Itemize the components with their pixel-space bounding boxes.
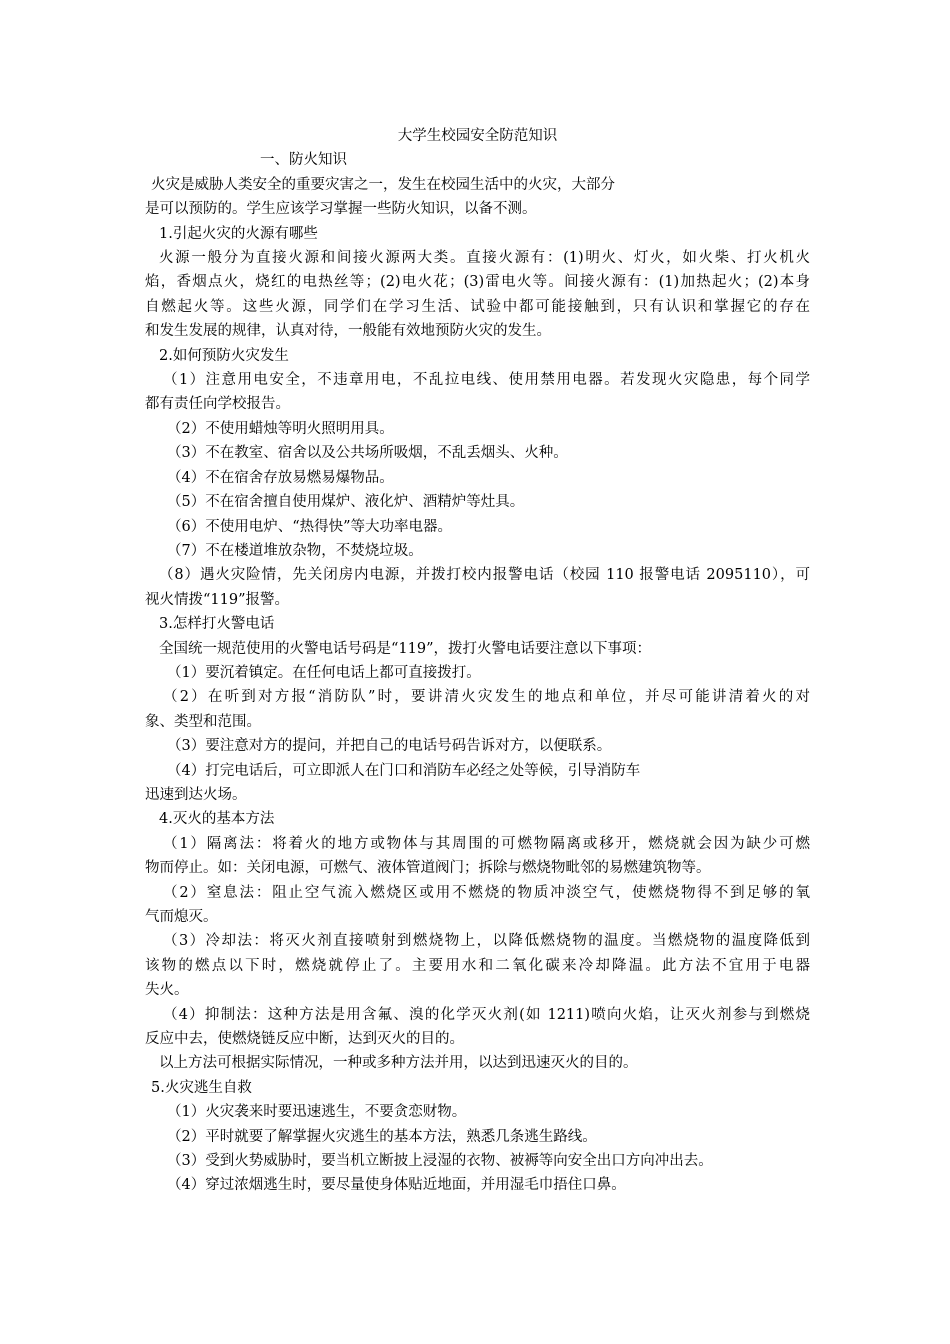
list-item: （5）不在宿舍擅自使用煤炉、液化炉、酒精炉等灶具。 (167, 494, 525, 511)
paragraph-line: 焰，香烟点火，烧红的电热丝等；(2)电火花；(3)雷电火等。间接火源有：(1)加热起火；(2)本身 (145, 274, 810, 291)
list-item: （3）要注意对方的提问，并把自己的电话号码告诉对方，以便联系。 (167, 738, 612, 755)
list-item: （3）受到火势威胁时，要当机立断披上浸湿的衣物、被褥等向安全出口方向冲出去。 (167, 1153, 713, 1170)
list-item-continuation: 该物的燃点以下时，燃烧就停止了。主要用水和二氧化碳来冷却降温。此方法不宜用于电器 (145, 957, 810, 974)
paragraph-line: 自燃起火等。这些火源，同学们在学习生活、试验中都可能接触到，只有认识和掌握它的存在 (145, 298, 810, 315)
paragraph-line: 火源一般分为直接火源和间接火源两大类。直接火源有：(1)明火、灯火，如火柴、打火机火 (159, 250, 810, 267)
paragraph-line: 和发生发展的规律，认真对待，一般能有效地预防火灾的发生。 (145, 323, 551, 340)
section-heading: 一、防火知识 (260, 152, 347, 169)
list-item: （4）不在宿舍存放易燃易爆物品。 (167, 469, 394, 486)
subheading: 4.灭火的基本方法 (159, 811, 275, 828)
paragraph-line: 火灾是威胁人类安全的重要灾害之一，发生在校园生活中的火灾，大部分 (151, 176, 615, 193)
list-item-continuation: 都有责任向学校报告。 (145, 396, 290, 413)
list-item-continuation: 物而停止。如：关闭电源，可燃气、液体管道阀门；拆除与燃烧物毗邻的易燃建筑物等。 (145, 860, 711, 877)
list-item: （8）遇火灾险情，先关闭房内电源，并拨打校内报警电话（校园 110 报警电话 2095110），可 (159, 567, 810, 584)
subheading: 3.怎样打火警电话 (159, 616, 275, 633)
list-item: （4）打完电话后，可立即派人在门口和消防车必经之处等候，引导消防车 (167, 762, 641, 779)
list-item: （1）隔离法：将着火的地方或物体与其周围的可燃物隔离或移开，燃烧就会因为缺少可燃 (163, 835, 810, 852)
list-item-continuation: 反应中去，使燃烧链反应中断，达到灭火的目的。 (145, 1031, 464, 1048)
paragraph-line: 以上方法可根据实际情况，一种或多种方法并用，以达到迅速灭火的目的。 (159, 1055, 638, 1072)
paragraph-line: 全国统一规范使用的火警电话号码是“119”，拨打火警电话要注意以下事项： (159, 640, 651, 657)
document-title: 大学生校园安全防范知识 (397, 128, 558, 144)
list-item-continuation: 迅速到达火场。 (145, 786, 247, 803)
list-item: （4）穿过浓烟逃生时，要尽量使身体贴近地面，并用湿毛巾捂住口鼻。 (167, 1177, 626, 1194)
list-item: （1）注意用电安全，不违章用电，不乱拉电线、使用禁用电器。若发现火灾隐患，每个同学 (163, 372, 810, 389)
list-item: （6）不使用电炉、“热得快”等大功率电器。 (167, 518, 453, 535)
list-item: （2）不使用蜡烛等明火照明用具。 (167, 420, 394, 437)
subheading: 5.火灾逃生自救 (151, 1079, 252, 1096)
list-item-continuation: 视火情拨“119”报警。 (145, 591, 290, 608)
paragraph-line: 是可以预防的。学生应该学习掌握一些防火知识，以备不测。 (145, 201, 537, 218)
list-item: （2）在听到对方报“消防队”时，要讲清火灾发生的地点和单位，并尽可能讲清着火的对 (163, 689, 810, 706)
list-item: （1）要沉着镇定。在任何电话上都可直接拨打。 (167, 664, 481, 681)
list-item: （3）不在教室、宿舍以及公共场所吸烟，不乱丢烟头、火种。 (167, 445, 568, 462)
list-item-continuation: 象、类型和范围。 (145, 713, 261, 730)
list-item-continuation: 失火。 (145, 982, 189, 999)
list-item: （7）不在楼道堆放杂物，不焚烧垃圾。 (167, 542, 423, 559)
list-item: （2）窒息法：阻止空气流入燃烧区或用不燃烧的物质冲淡空气，使燃烧物得不到足够的氧 (163, 884, 810, 901)
list-item: （3）冷却法：将灭火剂直接喷射到燃烧物上，以降低燃烧物的温度。当燃烧物的温度降低到 (163, 933, 810, 950)
list-item: （1）火灾袭来时要迅速逃生，不要贪恋财物。 (167, 1104, 467, 1121)
list-item: （2）平时就要了解掌握火灾逃生的基本方法，熟悉几条逃生路线。 (167, 1128, 597, 1145)
subheading: 1.引起火灾的火源有哪些 (159, 225, 318, 242)
subheading: 2.如何预防火灾发生 (159, 347, 289, 364)
list-item-continuation: 气而熄灭。 (145, 909, 218, 925)
list-item: （4）抑制法：这种方法是用含氟、溴的化学灭火剂(如 1211)喷向火焰，让灭火剂参与到燃烧 (163, 1006, 810, 1023)
document-page (145, 124, 810, 1198)
